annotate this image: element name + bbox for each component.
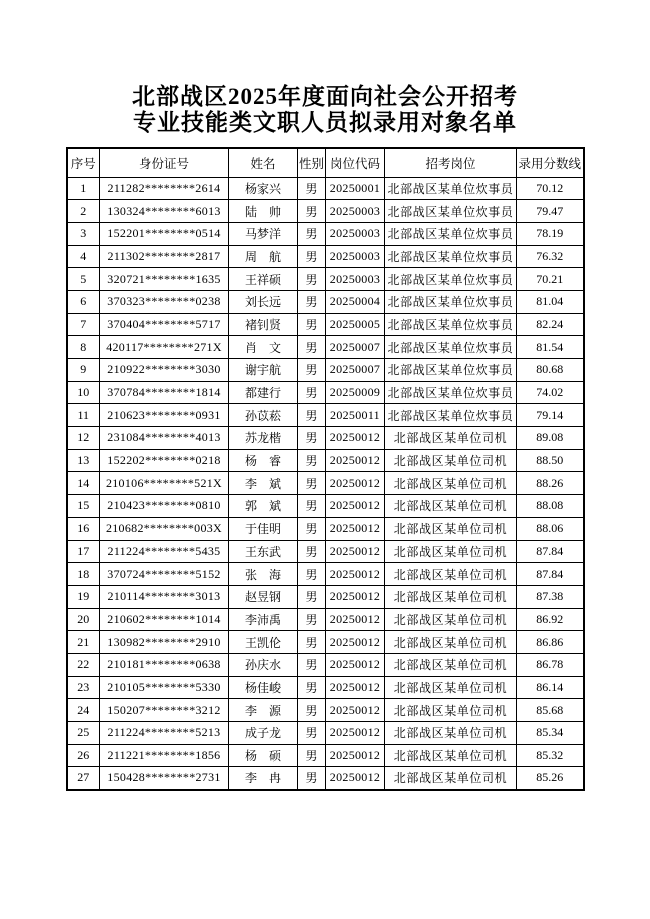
column-header-index: 序号 — [67, 148, 100, 177]
cell-index: 16 — [67, 517, 100, 540]
cell-post-code: 20250012 — [326, 608, 385, 631]
cell-name: 杨佳峻 — [229, 676, 298, 699]
column-header-score-line: 录用分数线 — [517, 148, 584, 177]
cell-index: 1 — [67, 177, 100, 200]
cell-post: 北部战区某单位司机 — [385, 608, 517, 631]
cell-index: 19 — [67, 585, 100, 608]
cell-index: 25 — [67, 722, 100, 745]
cell-gender: 男 — [298, 245, 326, 268]
title-line-1: 北部战区2025年度面向社会公开招考 — [132, 84, 518, 109]
cell-post-code: 20250012 — [326, 540, 385, 563]
table-row — [67, 245, 584, 268]
cell-id-number: 210181********0638 — [100, 653, 229, 676]
cell-index: 20 — [67, 608, 100, 631]
cell-id-number: 320721********1635 — [100, 268, 229, 291]
cell-score-line: 85.68 — [517, 699, 584, 722]
table-row — [67, 472, 584, 495]
cell-id-number: 211302********2817 — [100, 245, 229, 268]
cell-id-number: 211282********2614 — [100, 177, 229, 200]
cell-gender: 男 — [298, 381, 326, 404]
cell-index: 23 — [67, 676, 100, 699]
cell-post: 北部战区某单位司机 — [385, 495, 517, 518]
cell-gender: 男 — [298, 608, 326, 631]
cell-id-number: 152201********0514 — [100, 222, 229, 245]
cell-post: 北部战区某单位司机 — [385, 449, 517, 472]
cell-post: 北部战区某单位司机 — [385, 631, 517, 654]
cell-post-code: 20250012 — [326, 449, 385, 472]
cell-post-code: 20250009 — [326, 381, 385, 404]
title-line-2: 专业技能类文职人员拟录用对象名单 — [133, 110, 517, 135]
cell-index: 18 — [67, 563, 100, 586]
cell-gender: 男 — [298, 427, 326, 450]
cell-gender: 男 — [298, 767, 326, 790]
column-header-id-number: 身份证号 — [100, 148, 229, 177]
cell-post-code: 20250004 — [326, 290, 385, 313]
cell-gender: 男 — [298, 472, 326, 495]
column-header-gender: 性别 — [298, 148, 326, 177]
cell-name: 于佳明 — [229, 517, 298, 540]
cell-id-number: 211221********1856 — [100, 744, 229, 767]
cell-id-number: 370404********5717 — [100, 313, 229, 336]
table-row — [67, 404, 584, 427]
table-row — [67, 290, 584, 313]
cell-post-code: 20250012 — [326, 767, 385, 790]
cell-post: 北部战区某单位司机 — [385, 472, 517, 495]
cell-id-number: 211224********5435 — [100, 540, 229, 563]
cell-post-code: 20250012 — [326, 699, 385, 722]
recruitment-roster-table — [66, 147, 585, 791]
column-header-post: 招考岗位 — [385, 148, 517, 177]
cell-score-line: 76.32 — [517, 245, 584, 268]
cell-index: 26 — [67, 744, 100, 767]
cell-gender: 男 — [298, 222, 326, 245]
cell-score-line: 86.86 — [517, 631, 584, 654]
cell-gender: 男 — [298, 268, 326, 291]
cell-index: 10 — [67, 381, 100, 404]
cell-index: 4 — [67, 245, 100, 268]
cell-id-number: 420117********271X — [100, 336, 229, 359]
document-title — [0, 0, 650, 136]
cell-id-number: 210623********0931 — [100, 404, 229, 427]
cell-score-line: 88.26 — [517, 472, 584, 495]
table-row — [67, 359, 584, 382]
cell-gender: 男 — [298, 495, 326, 518]
cell-post-code: 20250012 — [326, 585, 385, 608]
cell-id-number: 130324********6013 — [100, 200, 229, 223]
table-row — [67, 699, 584, 722]
cell-post: 北部战区某单位炊事员 — [385, 359, 517, 382]
cell-id-number: 150428********2731 — [100, 767, 229, 790]
cell-score-line: 85.32 — [517, 744, 584, 767]
cell-score-line: 89.08 — [517, 427, 584, 450]
cell-index: 22 — [67, 653, 100, 676]
cell-post: 北部战区某单位炊事员 — [385, 177, 517, 200]
cell-gender: 男 — [298, 336, 326, 359]
cell-post: 北部战区某单位炊事员 — [385, 245, 517, 268]
cell-name: 王凯伦 — [229, 631, 298, 654]
cell-post: 北部战区某单位司机 — [385, 722, 517, 745]
cell-index: 6 — [67, 290, 100, 313]
cell-id-number: 210602********1014 — [100, 608, 229, 631]
cell-post-code: 20250012 — [326, 495, 385, 518]
cell-id-number: 211224********5213 — [100, 722, 229, 745]
table-row — [67, 268, 584, 291]
cell-name: 李 斌 — [229, 472, 298, 495]
table-row — [67, 540, 584, 563]
cell-name: 杨家兴 — [229, 177, 298, 200]
cell-name: 都建行 — [229, 381, 298, 404]
cell-score-line: 79.47 — [517, 200, 584, 223]
cell-name: 谢宇航 — [229, 359, 298, 382]
cell-name: 肖 文 — [229, 336, 298, 359]
cell-gender: 男 — [298, 653, 326, 676]
table-row — [67, 767, 584, 790]
cell-post-code: 20250005 — [326, 313, 385, 336]
cell-post-code: 20250011 — [326, 404, 385, 427]
cell-id-number: 210114********3013 — [100, 585, 229, 608]
cell-name: 张 海 — [229, 563, 298, 586]
cell-post-code: 20250003 — [326, 222, 385, 245]
cell-name: 马梦洋 — [229, 222, 298, 245]
cell-id-number: 370784********1814 — [100, 381, 229, 404]
table-row — [67, 200, 584, 223]
cell-id-number: 210106********521X — [100, 472, 229, 495]
cell-id-number: 370323********0238 — [100, 290, 229, 313]
cell-id-number: 152202********0218 — [100, 449, 229, 472]
cell-score-line: 88.08 — [517, 495, 584, 518]
cell-index: 7 — [67, 313, 100, 336]
cell-post: 北部战区某单位炊事员 — [385, 336, 517, 359]
cell-score-line: 79.14 — [517, 404, 584, 427]
cell-post-code: 20250007 — [326, 336, 385, 359]
cell-score-line: 81.54 — [517, 336, 584, 359]
cell-score-line: 82.24 — [517, 313, 584, 336]
cell-index: 11 — [67, 404, 100, 427]
cell-id-number: 210682********003X — [100, 517, 229, 540]
cell-post: 北部战区某单位炊事员 — [385, 313, 517, 336]
cell-post: 北部战区某单位炊事员 — [385, 404, 517, 427]
table-header-row — [67, 148, 584, 177]
cell-post-code: 20250001 — [326, 177, 385, 200]
cell-post: 北部战区某单位司机 — [385, 767, 517, 790]
cell-index: 27 — [67, 767, 100, 790]
cell-post-code: 20250012 — [326, 563, 385, 586]
table-row — [67, 177, 584, 200]
table-row — [67, 381, 584, 404]
cell-index: 17 — [67, 540, 100, 563]
cell-gender: 男 — [298, 676, 326, 699]
cell-score-line: 78.19 — [517, 222, 584, 245]
cell-score-line: 70.12 — [517, 177, 584, 200]
cell-post: 北部战区某单位司机 — [385, 585, 517, 608]
cell-index: 24 — [67, 699, 100, 722]
cell-score-line: 85.26 — [517, 767, 584, 790]
table-row — [67, 495, 584, 518]
cell-score-line: 81.04 — [517, 290, 584, 313]
cell-index: 8 — [67, 336, 100, 359]
cell-post-code: 20250003 — [326, 200, 385, 223]
cell-post-code: 20250003 — [326, 245, 385, 268]
cell-score-line: 88.50 — [517, 449, 584, 472]
cell-id-number: 370724********5152 — [100, 563, 229, 586]
cell-gender: 男 — [298, 449, 326, 472]
cell-index: 2 — [67, 200, 100, 223]
cell-name: 王东武 — [229, 540, 298, 563]
cell-name: 李 源 — [229, 699, 298, 722]
cell-gender: 男 — [298, 563, 326, 586]
cell-name: 周 航 — [229, 245, 298, 268]
cell-post-code: 20250012 — [326, 517, 385, 540]
table-row — [67, 608, 584, 631]
cell-post: 北部战区某单位司机 — [385, 517, 517, 540]
cell-name: 杨 睿 — [229, 449, 298, 472]
cell-post: 北部战区某单位司机 — [385, 540, 517, 563]
cell-id-number: 210922********3030 — [100, 359, 229, 382]
table-row — [67, 222, 584, 245]
cell-id-number: 210423********0810 — [100, 495, 229, 518]
cell-name: 孙苡菘 — [229, 404, 298, 427]
cell-score-line: 88.06 — [517, 517, 584, 540]
table-row — [67, 517, 584, 540]
cell-name: 李沛禹 — [229, 608, 298, 631]
cell-score-line: 87.84 — [517, 563, 584, 586]
cell-score-line: 74.02 — [517, 381, 584, 404]
cell-score-line: 85.34 — [517, 722, 584, 745]
table-row — [67, 336, 584, 359]
cell-gender: 男 — [298, 313, 326, 336]
cell-post-code: 20250012 — [326, 631, 385, 654]
cell-name: 杨 硕 — [229, 744, 298, 767]
table-row — [67, 722, 584, 745]
cell-id-number: 130982********2910 — [100, 631, 229, 654]
cell-post: 北部战区某单位司机 — [385, 563, 517, 586]
cell-gender: 男 — [298, 177, 326, 200]
cell-post: 北部战区某单位司机 — [385, 744, 517, 767]
cell-name: 陆 帅 — [229, 200, 298, 223]
table-row — [67, 744, 584, 767]
table-row — [67, 585, 584, 608]
cell-post: 北部战区某单位炊事员 — [385, 381, 517, 404]
cell-score-line: 86.92 — [517, 608, 584, 631]
cell-gender: 男 — [298, 200, 326, 223]
table-body — [67, 177, 584, 790]
cell-gender: 男 — [298, 631, 326, 654]
cell-index: 14 — [67, 472, 100, 495]
cell-post-code: 20250003 — [326, 268, 385, 291]
cell-index: 21 — [67, 631, 100, 654]
cell-gender: 男 — [298, 517, 326, 540]
cell-gender: 男 — [298, 540, 326, 563]
cell-post: 北部战区某单位司机 — [385, 699, 517, 722]
column-header-name: 姓名 — [229, 148, 298, 177]
column-header-post-code: 岗位代码 — [326, 148, 385, 177]
cell-name: 褚钊贤 — [229, 313, 298, 336]
cell-post-code: 20250012 — [326, 722, 385, 745]
cell-score-line: 87.84 — [517, 540, 584, 563]
cell-index: 15 — [67, 495, 100, 518]
cell-id-number: 150207********3212 — [100, 699, 229, 722]
cell-name: 李 冉 — [229, 767, 298, 790]
cell-score-line: 86.14 — [517, 676, 584, 699]
cell-post: 北部战区某单位司机 — [385, 676, 517, 699]
cell-index: 3 — [67, 222, 100, 245]
cell-post-code: 20250012 — [326, 653, 385, 676]
cell-id-number: 210105********5330 — [100, 676, 229, 699]
cell-index: 5 — [67, 268, 100, 291]
cell-post: 北部战区某单位炊事员 — [385, 268, 517, 291]
table-row — [67, 313, 584, 336]
cell-index: 12 — [67, 427, 100, 450]
cell-gender: 男 — [298, 404, 326, 427]
cell-post: 北部战区某单位司机 — [385, 427, 517, 450]
cell-name: 王祥硕 — [229, 268, 298, 291]
cell-score-line: 80.68 — [517, 359, 584, 382]
table-row — [67, 563, 584, 586]
cell-gender: 男 — [298, 699, 326, 722]
cell-name: 赵昱钢 — [229, 585, 298, 608]
cell-name: 刘长远 — [229, 290, 298, 313]
cell-post: 北部战区某单位炊事员 — [385, 290, 517, 313]
cell-post: 北部战区某单位炊事员 — [385, 222, 517, 245]
cell-score-line: 87.38 — [517, 585, 584, 608]
cell-id-number: 231084********4013 — [100, 427, 229, 450]
cell-index: 9 — [67, 359, 100, 382]
cell-post-code: 20250012 — [326, 744, 385, 767]
table-row — [67, 427, 584, 450]
table-row — [67, 449, 584, 472]
cell-gender: 男 — [298, 359, 326, 382]
cell-post-code: 20250012 — [326, 427, 385, 450]
cell-score-line: 86.78 — [517, 653, 584, 676]
cell-name: 孙庆水 — [229, 653, 298, 676]
cell-gender: 男 — [298, 290, 326, 313]
cell-name: 成子龙 — [229, 722, 298, 745]
cell-gender: 男 — [298, 722, 326, 745]
cell-gender: 男 — [298, 744, 326, 767]
cell-post: 北部战区某单位司机 — [385, 653, 517, 676]
cell-name: 苏龙楷 — [229, 427, 298, 450]
table-row — [67, 653, 584, 676]
cell-post: 北部战区某单位炊事员 — [385, 200, 517, 223]
cell-score-line: 70.21 — [517, 268, 584, 291]
cell-name: 郭 斌 — [229, 495, 298, 518]
cell-post-code: 20250012 — [326, 676, 385, 699]
cell-post-code: 20250007 — [326, 359, 385, 382]
cell-post-code: 20250012 — [326, 472, 385, 495]
cell-gender: 男 — [298, 585, 326, 608]
table-row — [67, 631, 584, 654]
table-row — [67, 676, 584, 699]
cell-index: 13 — [67, 449, 100, 472]
